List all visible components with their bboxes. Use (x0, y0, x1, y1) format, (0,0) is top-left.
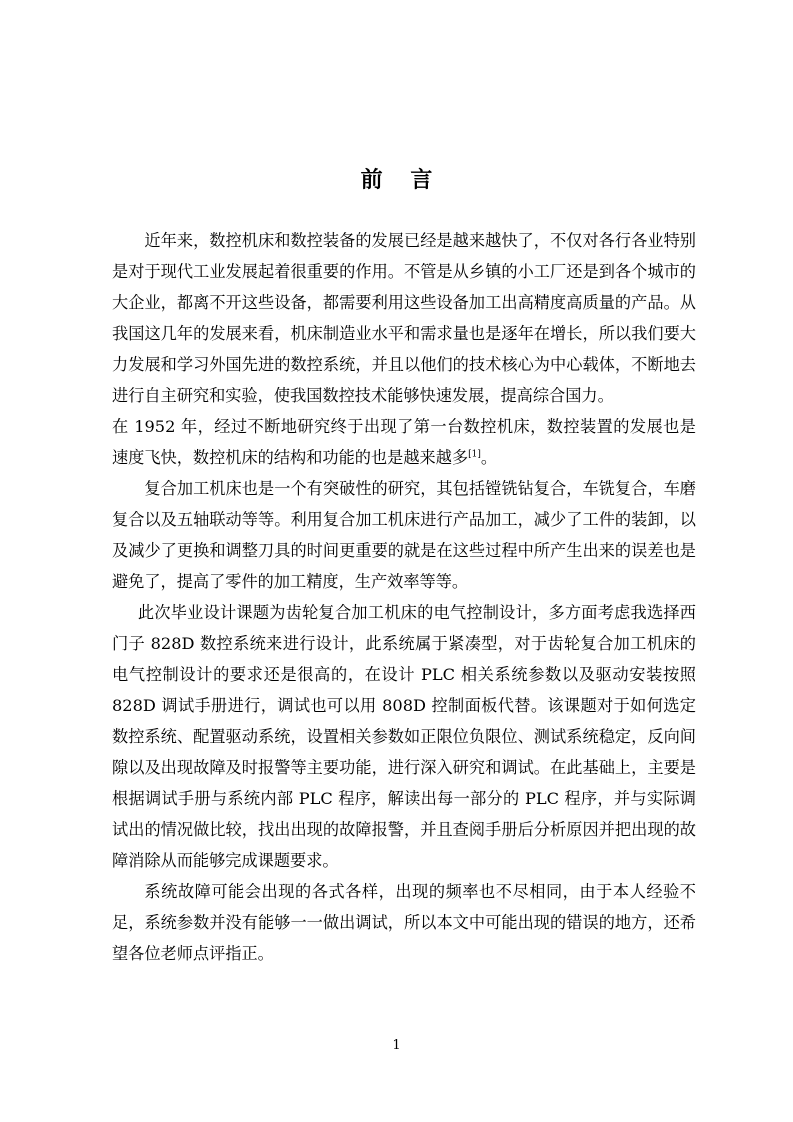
paragraph-closing: 系统故障可能会出现的各式各样，出现的频率也不尽相同，由于本人经验不足，系统参数并没有能够一一做出调试，所以本文中可能出现的错误的地方，还希望各位老师点评指正。 (112, 882, 696, 963)
page-number: 1 (392, 1038, 401, 1053)
body-text (112, 225, 696, 969)
paragraph-history-end: 。 (480, 448, 498, 467)
paragraph-project-description: 此次毕业设计课题为齿轮复合加工机床的电气控制设计，多方面考虑我选择西门子 828D 数控系统来进行设计，此系统属于紧凑型，对于齿轮复合加工机床的电气控制设计的要求还是很高的，在设计 PLC 相关系统参数以及驱动安装按照 828D 调试手册进行，调试也可以用 808D 控制面板代替。该课题对于如何选定数控系统、配置驱动系统，设置相关参数如正限位负限位、测试系统稳定，反向间隙以及出现故障及时报警等主要功能，进行深入研究和调试。在此基础上，主要是根据调试手册与系统内部 PLC 程序，解读出每一部分的 PLC 程序，并与实际调试出的情况做比较，找出出现的故障报警，并且查阅手册后分析原因并把出现的故障消除从而能够完成课题要求。 (112, 603, 696, 870)
paragraph-compound-machining: 复合加工机床也是一个有突破性的研究，其包括镗铣钻复合，车铣复合，车磨复合以及五轴联动等等。利用复合加工机床进行产品加工，减少了工件的装卸，以及减少了更换和调整刀具的时间更重要的就是在这些过程中所产生出来的误差也是避免了，提高了零件的加工精度，生产效率等等。 (112, 479, 696, 591)
page-title: 前 言 (360, 167, 443, 193)
paragraph-history-text: 在 1952 年，经过不断地研究终于出现了第一台数控机床，数控装置的发展也是速度飞快，数控机床的结构和功能的也是越来越多 (112, 417, 696, 467)
paragraph-intro: 近年来，数控机床和数控装备的发展已经是越来越快了，不仅对各行各业特别是对于现代工业发展起着很重要的作用。不管是从乡镇的小工厂还是到各个城市的大企业，都离不开这些设备，都需要利用这些设备加工出高精度高质量的产品。从我国这几年的发展来看，机床制造业水平和需求量也是逐年在增长，所以我们要大力发展和学习外国先进的数控系统，并且以他们的技术核心为中心载体，不断地去进行自主研究和实验，使我国数控技术能够快速发展，提高综合国力。 (112, 231, 696, 405)
citation-reference: [1] (468, 449, 481, 460)
paragraph-history (112, 411, 696, 473)
